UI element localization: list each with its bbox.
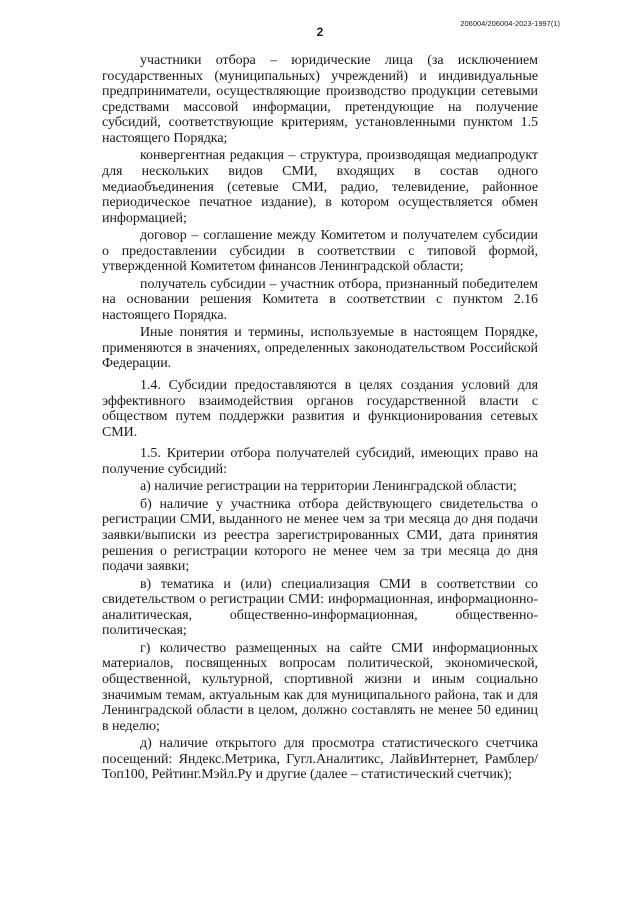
paragraph-convergent-editorial-definition: конвергентная редакция – структура, производящая медиапродукт для нескольких видов СМИ, входящих в состав одного медиаобъединения (сетевые СМИ, радио, телевидение, районное периодическое печатное издание), в котором осуществляется обмен информацией; [102,148,538,226]
page-number: 2 [316,25,324,39]
paragraph-section-1-4: 1.4. Субсидии предоставляются в целях создания условий для эффективного взаимодействия органов государственной власти с обществом путем поддержки развития и функционирования сетевых СМИ. [102,378,538,440]
paragraph-agreement-definition: договор – соглашение между Комитетом и получателем субсидии о предоставлении субсидии в соответствии с типовой формой, утвержденной Комитетом финансов Ленинградской области; [102,228,538,275]
list-item-g: г) количество размещенных на сайте СМИ информационных материалов, посвященных вопросам политической, экономической, общественной, культурной, спортивной жизни и иным социально значимым темам, актуальным как для муниципального района, так и для Ленинградской области в целом, должно составлять не менее 50 единиц в неделю; [102,640,538,734]
paragraph-recipient-definition: получатель субсидии – участник отбора, признанный победителем на основании решения Комитета в соответствии с пунктом 2.16 настоящего Порядка. [102,276,538,323]
list-item-b: б) наличие у участника отбора действующего свидетельства о регистрации СМИ, выданного не менее чем за три месяца до дня подачи заявки/выписки из реестра зарегистрированных СМИ, дата принятия решения о регистрации которого не менее чем за три месяца до дня подачи заявки; [102,496,538,575]
document-id: 206004/206004-2023-1997(1) [460,19,560,28]
paragraph-other-terms: Иные понятия и термины, используемые в настоящем Порядке, применяются в значениях, определенных законодательством Российской Федерации. [102,325,538,372]
paragraph-participants-definition: участники отбора – юридические лица (за исключением государственных (муниципальных) учреждений) и индивидуальные предприниматели, осуществляющие производство продукции сетевыми средствами массовой информации, претендующие на получение субсидий, соответствующие критериям, установленными пунктом 1.5 настоящего Порядка; [102,53,538,146]
document-body [102,53,538,785]
list-item-d: д) наличие открытого для просмотра статистического счетчика посещений: Яндекс.Метрика, Гугл.Аналитикс, ЛайвИнтернет, Рамблер/Топ100, Рейтинг.Мэйл.Ру и другие (далее – статистический счетчик); [102,736,538,783]
paragraph-section-1-5: 1.5. Критерии отбора получателей субсидий, имеющих право на получение субсидий: [102,446,538,478]
list-item-a: а) наличие регистрации на территории Ленинградской области; [140,479,517,495]
list-item-v: в) тематика и (или) специализация СМИ в соответствии со свидетельством о регистрации СМИ: информационная, информационно-аналитическая, общественно-информационная, общественно-политическая; [102,576,538,639]
